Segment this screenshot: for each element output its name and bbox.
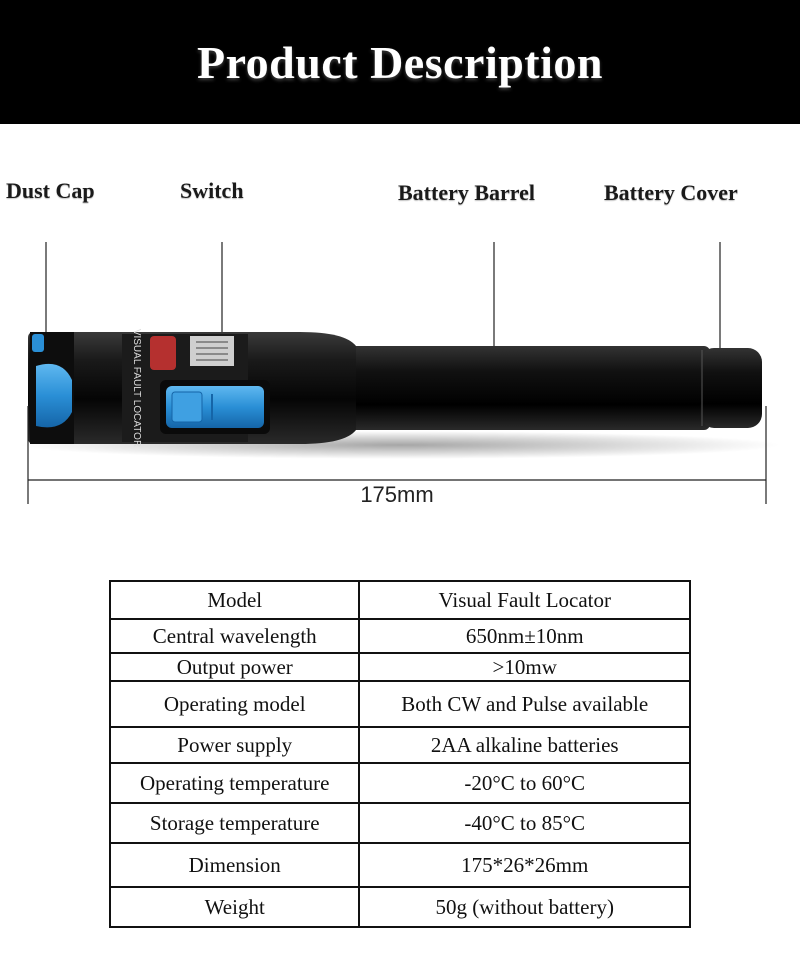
- spec-label: Power supply: [110, 727, 359, 763]
- table-row: [110, 727, 690, 763]
- callout-switch: Switch: [180, 178, 244, 203]
- body-print-text: VISUAL FAULT LOCATOR: [131, 328, 142, 448]
- spec-label: Dimension: [110, 843, 359, 887]
- table-row: [110, 581, 690, 619]
- spec-value: Both CW and Pulse available: [359, 681, 690, 727]
- table-row: [110, 681, 690, 727]
- dimension-label: 175mm: [360, 482, 434, 507]
- callout-dust-cap: Dust Cap: [6, 178, 95, 203]
- page-title: Product Description: [196, 36, 603, 88]
- page-header: [0, 0, 800, 124]
- callout-battery-cover: Battery Cover: [604, 180, 738, 205]
- spec-value: 50g (without battery): [359, 887, 690, 927]
- spec-value: 2AA alkaline batteries: [359, 727, 690, 763]
- spec-value: 650nm±10nm: [359, 619, 690, 653]
- spec-label: Model: [110, 581, 359, 619]
- spec-value: -40°C to 85°C: [359, 803, 690, 843]
- table-row: [110, 763, 690, 803]
- spec-table: [109, 580, 691, 928]
- spec-label: Operating temperature: [110, 763, 359, 803]
- callout-battery-barrel: Battery Barrel: [398, 180, 536, 205]
- table-row: [110, 653, 690, 681]
- table-row: [110, 619, 690, 653]
- battery-cover: [700, 348, 762, 428]
- table-row: [110, 803, 690, 843]
- spec-value: -20°C to 60°C: [359, 763, 690, 803]
- battery-barrel: [350, 346, 710, 430]
- spec-label: Central wavelength: [110, 619, 359, 653]
- spec-label: Storage temperature: [110, 803, 359, 843]
- spec-value: Visual Fault Locator: [359, 581, 690, 619]
- spec-label: Operating model: [110, 681, 359, 727]
- table-row: [110, 843, 690, 887]
- spec-value: 175*26*26mm: [359, 843, 690, 887]
- spec-value: >10mw: [359, 653, 690, 681]
- product-illustration: [0, 150, 800, 520]
- table-row: [110, 887, 690, 927]
- spec-label: Output power: [110, 653, 359, 681]
- spec-label: Weight: [110, 887, 359, 927]
